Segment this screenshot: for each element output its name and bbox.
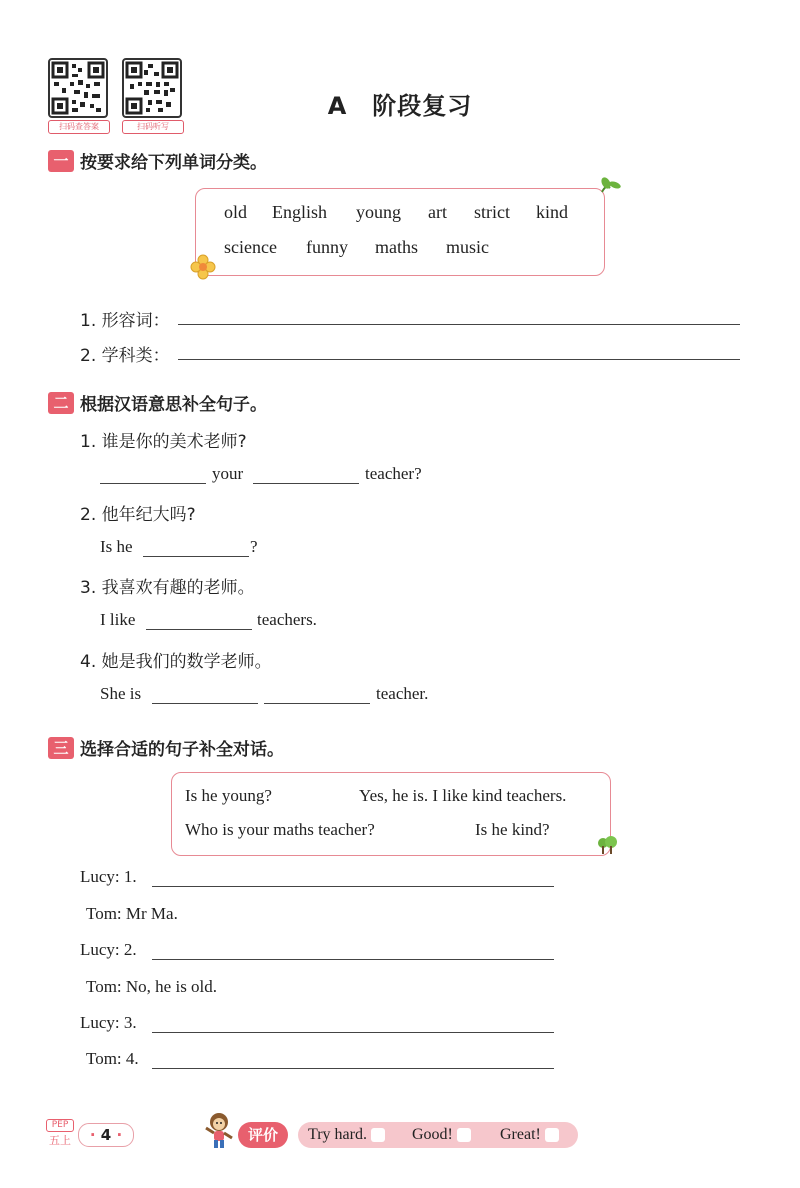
- sentence-part: She is: [100, 684, 142, 703]
- checkbox-icon[interactable]: [545, 1128, 559, 1142]
- sentence-part: Is he: [100, 537, 133, 556]
- rating-good[interactable]: [412, 1124, 471, 1146]
- options-box: [171, 772, 611, 856]
- question-adjectives: 1. 形容词：: [80, 311, 170, 331]
- page-title: A 阶段复习: [327, 92, 473, 120]
- answer-line[interactable]: [152, 959, 554, 960]
- rating-label: Try hard.: [308, 1126, 367, 1143]
- page-number-value: 4: [100, 1126, 112, 1144]
- answer-line[interactable]: [146, 629, 252, 630]
- rating-label: Great!: [500, 1126, 541, 1143]
- section-title: 根据汉语意思补全句子。: [80, 395, 267, 415]
- word-english: English: [272, 202, 328, 222]
- answer-line[interactable]: [253, 483, 359, 484]
- answer-line[interactable]: [143, 556, 249, 557]
- option: Is he young?: [185, 786, 272, 805]
- question-subjects: 2. 学科类：: [80, 346, 170, 366]
- section-1-heading: [48, 148, 267, 173]
- answer-line[interactable]: [178, 324, 740, 325]
- section-2-heading: [48, 390, 267, 415]
- word-music: music: [446, 237, 489, 257]
- question-cn: 2. 他年纪大吗?: [80, 505, 196, 525]
- word-science: science: [224, 237, 277, 257]
- sentence-part: teachers.: [257, 610, 317, 629]
- tree-icon: [596, 834, 618, 856]
- sentence-part: your: [212, 464, 244, 483]
- answer-line[interactable]: [152, 1032, 554, 1033]
- checkbox-icon[interactable]: [457, 1128, 471, 1142]
- dialogue-line: Tom: Mr Ma.: [86, 904, 178, 923]
- section-3-heading: [48, 735, 284, 760]
- word-young: young: [356, 202, 401, 222]
- option: Is he kind?: [475, 820, 550, 839]
- word-art: art: [428, 202, 447, 222]
- dialogue-line: Lucy: 1.: [80, 867, 137, 886]
- mascot-icon: [202, 1110, 236, 1150]
- section-number: 二: [48, 392, 74, 414]
- section-title: 选择合适的句子补全对话。: [80, 740, 284, 760]
- grade-label: 五上: [49, 1134, 71, 1147]
- question-cn: 4. 她是我们的数学老师。: [80, 652, 272, 672]
- sentence-part: I like: [100, 610, 136, 629]
- word-old: old: [224, 202, 248, 222]
- option: Yes, he is. I like kind teachers.: [359, 786, 567, 805]
- section-number: 一: [48, 150, 74, 172]
- answer-line[interactable]: [178, 359, 740, 360]
- dialogue-line: Tom: No, he is old.: [86, 977, 218, 996]
- sentence-part: ?: [250, 537, 258, 556]
- question-cn: 1. 谁是你的美术老师?: [80, 432, 247, 452]
- dialogue-line: Tom: 4.: [86, 1049, 139, 1068]
- answer-line[interactable]: [100, 483, 206, 484]
- rating-great[interactable]: [500, 1124, 559, 1146]
- answer-line[interactable]: [152, 1068, 554, 1069]
- qr-label: 扫码听写: [122, 120, 184, 134]
- question-cn: 3. 我喜欢有趣的老师。: [80, 578, 255, 598]
- rating-label: Good!: [412, 1126, 453, 1143]
- rating-try-hard[interactable]: [308, 1124, 385, 1146]
- section-number: 三: [48, 737, 74, 759]
- page-number: · 4 ·: [78, 1123, 134, 1147]
- dialogue-line: Lucy: 2.: [80, 940, 137, 959]
- word-funny: funny: [306, 237, 348, 257]
- sentence-part: teacher?: [365, 464, 422, 483]
- answer-line[interactable]: [264, 703, 370, 704]
- sentence-part: teacher.: [376, 684, 429, 703]
- word-kind: kind: [536, 202, 569, 222]
- qr-label: 扫码查答案: [48, 120, 110, 134]
- edition-badge: [46, 1119, 74, 1148]
- edition-label: PEP: [46, 1119, 74, 1132]
- section-title: 按要求给下列单词分类。: [80, 153, 267, 173]
- option: Who is your maths teacher?: [185, 820, 375, 839]
- checkbox-icon[interactable]: [371, 1128, 385, 1142]
- dialogue-line: Lucy: 3.: [80, 1013, 137, 1032]
- word-maths: maths: [375, 237, 418, 257]
- answer-line[interactable]: [152, 703, 258, 704]
- word-strict: strict: [474, 202, 510, 222]
- flower-icon: [190, 254, 216, 280]
- evaluation-badge: 评价: [238, 1122, 288, 1148]
- leaf-icon: [598, 176, 622, 196]
- answer-line[interactable]: [152, 886, 554, 887]
